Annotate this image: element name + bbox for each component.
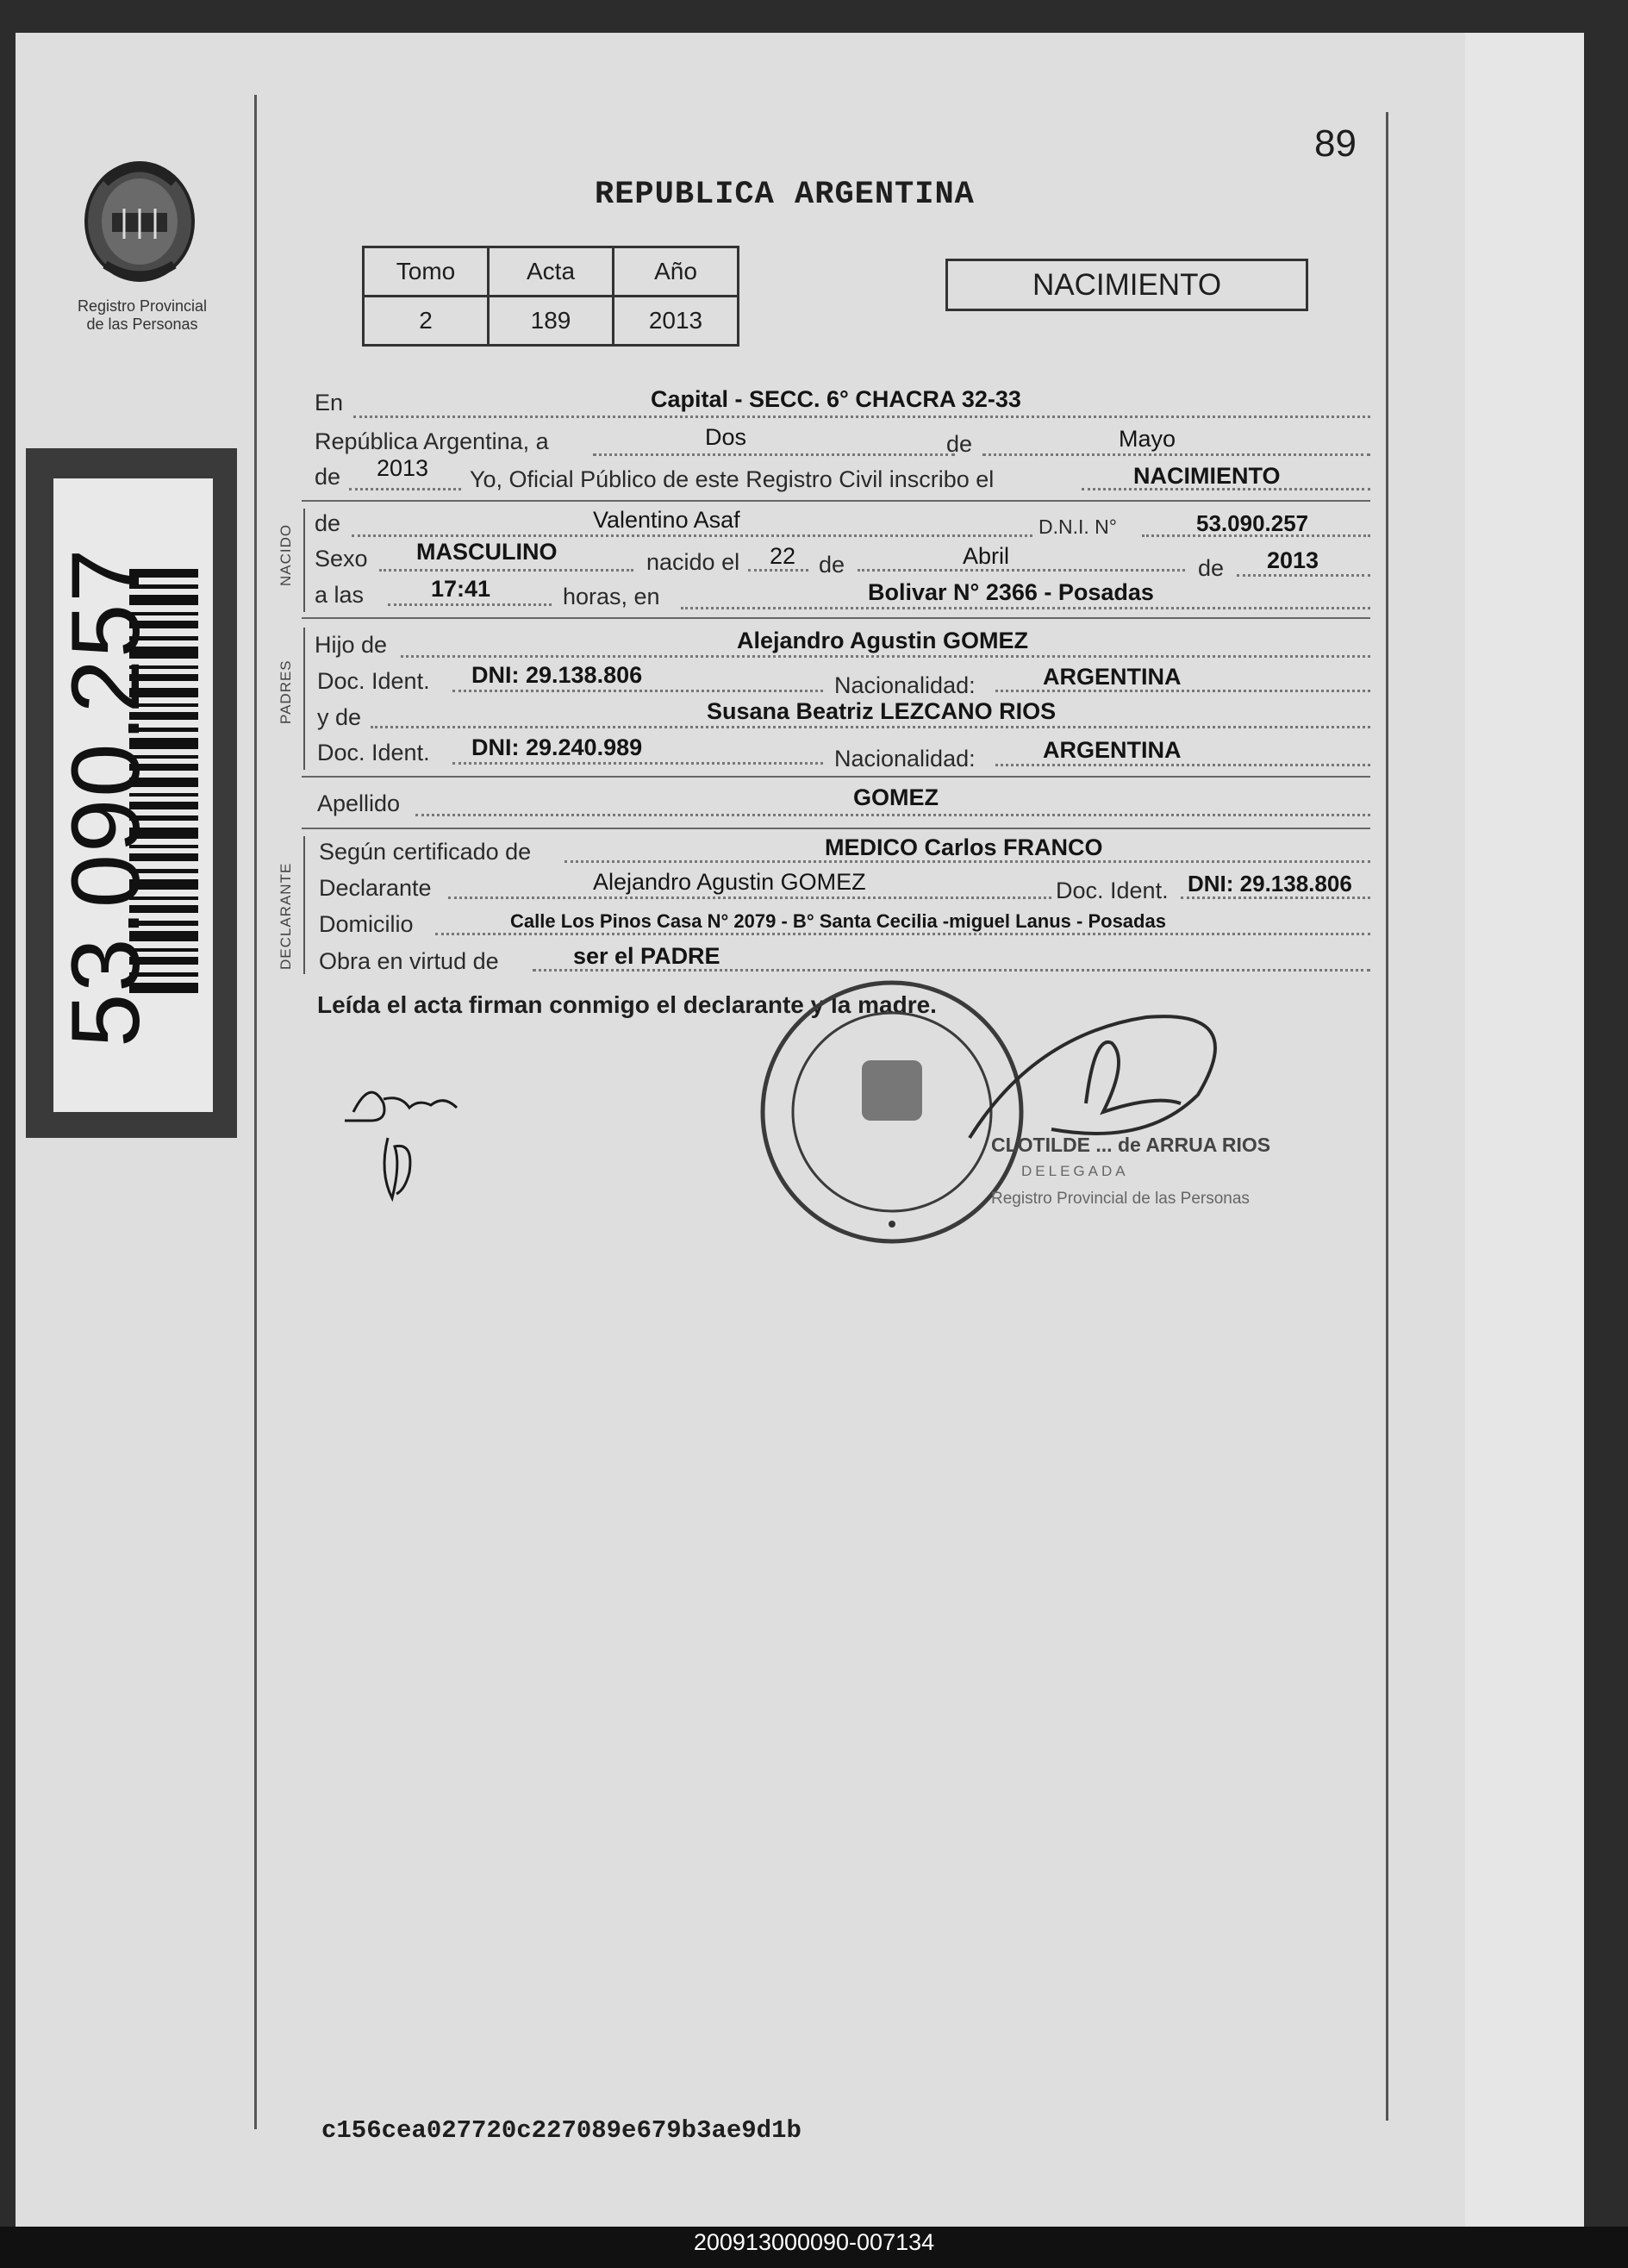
value-hora: 17:41 [431, 576, 491, 602]
label-doc-madre: Doc. Ident. [317, 740, 430, 765]
dotted-line [435, 933, 1370, 935]
value-domicilio: Calle Los Pinos Casa N° 2079 - B° Santa Cecilia -miguel Lanus - Posadas [510, 910, 1166, 932]
right-margin-line [1386, 112, 1388, 2121]
dotted-line [379, 569, 633, 572]
value-padre: Alejandro Agustin GOMEZ [737, 628, 1029, 653]
header-acta: Acta [489, 247, 614, 297]
header-tomo: Tomo [364, 247, 489, 297]
dotted-line [353, 415, 1370, 418]
document-title: REPUBLICA ARGENTINA [595, 177, 975, 213]
label-de-5: de [1198, 555, 1225, 581]
label-a-las: a las [315, 582, 365, 608]
dotted-line [995, 764, 1370, 766]
value-madre-nac: ARGENTINA [1043, 737, 1182, 763]
value-apellido: GOMEZ [853, 784, 939, 810]
stamp-officer-name: CLOTILDE ... de ARRUA RIOS [991, 1134, 1271, 1156]
value-anio: 2013 [614, 297, 739, 346]
registry-caption [47, 297, 237, 334]
value-inscripcion: NACIMIENTO [1133, 463, 1281, 489]
value-obra: ser el PADRE [573, 943, 720, 969]
value-nombre: Valentino Asaf [593, 507, 740, 533]
value-nac-dia: 22 [770, 543, 796, 569]
declarant-signature [336, 1060, 508, 1233]
value-tomo: 2 [364, 297, 489, 346]
dotted-line [349, 488, 461, 490]
label-nacionalidad-madre: Nacionalidad: [834, 746, 976, 772]
label-dni: D.N.I. N° [1039, 515, 1117, 538]
label-apellido: Apellido [317, 790, 401, 816]
value-mes: Mayo [1119, 426, 1176, 452]
label-horas-en: horas, en [563, 584, 660, 609]
provincial-crest-logo [71, 148, 209, 286]
value-lugar-nac: Bolivar N° 2366 - Posadas [868, 579, 1154, 605]
label-de-2: de [315, 464, 341, 490]
dotted-line [593, 453, 955, 456]
official-stamp [750, 965, 1310, 1259]
section-bracket [303, 509, 305, 612]
dotted-line [448, 897, 1051, 899]
barcode-number: 53.090.257 [52, 547, 159, 1047]
label-certificado: Según certificado de [319, 839, 532, 865]
section-bracket [303, 836, 305, 974]
label-republica: República Argentina, a [315, 428, 549, 454]
value-declarante-doc: DNI: 29.138.806 [1188, 871, 1352, 897]
registry-line-2: de las Personas [86, 316, 198, 333]
value-dia: Dos [705, 424, 747, 450]
label-en: En [315, 390, 344, 415]
left-margin-line [254, 95, 257, 2129]
dotted-line [858, 569, 1185, 572]
label-nacionalidad-padre: Nacionalidad: [834, 672, 976, 698]
section-label-nacido: NACIDO [278, 523, 294, 586]
sheet-edge [1465, 33, 1584, 2227]
dotted-line [401, 655, 1370, 658]
label-hijo-de: Hijo de [315, 632, 388, 658]
stamp-role: DELEGADA [1021, 1163, 1129, 1179]
label-de: de [946, 431, 973, 457]
section-label-declarante: DECLARANTE [278, 862, 294, 970]
label-de-4: de [819, 552, 845, 578]
dotted-line [415, 814, 1370, 816]
section-divider [302, 617, 1370, 619]
closing-statement: Leída el acta firman conmigo el declarante y la madre. [317, 991, 937, 1018]
page-number: 89 [1314, 122, 1357, 165]
value-anio: 2013 [377, 455, 429, 481]
label-domicilio: Domicilio [319, 911, 414, 937]
label-sexo: Sexo [315, 546, 368, 572]
label-doc-padre: Doc. Ident. [317, 668, 430, 694]
record-type-box: NACIMIENTO [945, 259, 1308, 311]
document-hash: c156cea027720c227089e679b3ae9d1b [321, 2116, 802, 2145]
label-nacido: nacido el [646, 549, 740, 575]
value-padre-nac: ARGENTINA [1043, 664, 1182, 690]
value-acta: 189 [489, 297, 614, 346]
footer-code: 200913000090-007134 [693, 2229, 935, 2255]
stamp-organization: Registro Provincial de las Personas [991, 1190, 1250, 1208]
value-sexo: MASCULINO [416, 539, 558, 565]
value-lugar: Capital - SECC. 6° CHACRA 32-33 [651, 386, 1021, 412]
dotted-line [371, 726, 1370, 728]
section-divider [302, 500, 1370, 502]
value-dni: 53.090.257 [1196, 510, 1309, 536]
dotted-line [452, 762, 823, 765]
label-de-3: de [315, 510, 341, 536]
value-certificado: MEDICO Carlos FRANCO [825, 834, 1103, 860]
register-table-values [364, 297, 739, 346]
dotted-line [388, 603, 552, 606]
dotted-line [1237, 574, 1370, 577]
registry-line-1: Registro Provincial [77, 297, 208, 315]
value-madre-doc: DNI: 29.240.989 [471, 734, 643, 760]
section-label-padres: PADRES [278, 659, 294, 724]
value-nac-anio: 2013 [1267, 547, 1319, 573]
section-divider [302, 828, 1370, 829]
label-obra: Obra en virtud de [319, 948, 499, 974]
dotted-line [352, 534, 1032, 537]
section-bracket [303, 628, 305, 770]
label-doc-declarante: Doc. Ident. [1056, 878, 1169, 903]
dotted-line [982, 453, 1370, 456]
value-madre: Susana Beatriz LEZCANO RIOS [707, 698, 1057, 724]
register-table [362, 246, 739, 347]
value-padre-doc: DNI: 29.138.806 [471, 662, 643, 688]
dotted-line [681, 607, 1370, 609]
value-declarante: Alejandro Agustin GOMEZ [593, 869, 866, 895]
label-declarante: Declarante [319, 875, 432, 901]
register-table-header [364, 247, 739, 297]
header-anio: Año [614, 247, 739, 297]
value-nac-mes: Abril [963, 543, 1010, 569]
label-y-de: y de [317, 704, 362, 730]
label-inscribo: Yo, Oficial Público de este Registro Civil inscribo el [470, 466, 995, 492]
dotted-line [452, 690, 823, 692]
section-divider [302, 776, 1370, 778]
